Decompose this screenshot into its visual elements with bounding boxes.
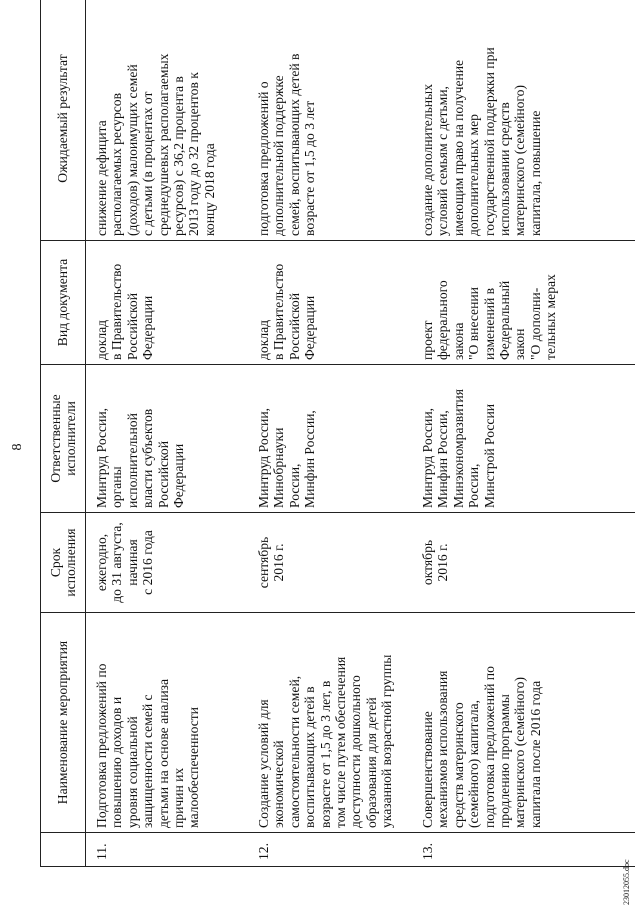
measure-deadline: сентябрь 2016 г. <box>252 513 416 613</box>
measure-result: создание дополнительных условий семьям с детьми, имеющим право на получение дополнительных мер государственной поддержки при использовании средств материнского (семейного) капитала, повышение <box>416 0 635 241</box>
measure-executors: Минтруд России, органы исполнительной власти субъектов Российской Федерации <box>86 365 253 513</box>
measure-executors: Минтруд России, Минфин России, Минэкономразвития России, Минстрой России <box>416 365 635 513</box>
file-code: 23012055.doc <box>622 859 631 905</box>
measure-name: Создание условий для экономической самостоятельности семей, воспитывающих детей в возрасте от 1,5 до 3 лет, в том числе путем обеспечения доступности дошкольного образования для детей указанной возрастной группы <box>252 613 416 833</box>
header-name: Наименование мероприятия <box>41 613 86 833</box>
header-doc-type: Вид документа <box>41 241 86 365</box>
measure-deadline: ежегодно, до 31 августа, начиная с 2016 года <box>86 513 253 613</box>
header-executors: Ответственные исполнители <box>41 365 86 513</box>
row-number: 11. <box>86 833 253 867</box>
measures-table <box>40 0 635 867</box>
measure-deadline: октябрь 2016 г. <box>416 513 635 613</box>
measure-doc-type: доклад в Правительство Российской Федерации <box>252 241 416 365</box>
header-deadline: Срок исполнения <box>41 513 86 613</box>
measure-doc-type: доклад в Правительство Российской Федерации <box>86 241 253 365</box>
measure-result: снижение дефицита располагаемых ресурсов (доходов) малоимущих семей с детьми (в процентах от среднедушевых располагаемых ресурсов) с 36,2 процента в 2013 году до 32 процентов к концу 2018 года <box>86 0 253 241</box>
table-row <box>416 0 635 867</box>
page-number: 8 <box>10 443 25 451</box>
table-header-row <box>41 0 86 867</box>
row-number: 12. <box>252 833 416 867</box>
table-row <box>86 0 253 867</box>
measure-name: Совершенствование механизмов использования средств материнского (семейного) капитала, подготовка предложений по продлению программы материнского (семейного) капитала после 2016 года <box>416 613 635 833</box>
header-num <box>41 833 86 867</box>
measure-name: Подготовка предложений по повышению доходов и уровня социальной защищенности семей с детьми на основе анализа причин их малообеспеченности <box>86 613 253 833</box>
measure-doc-type: проект федерального закона "О внесении изменений в Федеральный закон "О дополни- тельных мерах <box>416 241 635 365</box>
measure-result: подготовка предложений о дополнительной поддержке семей, воспитывающих детей в возрасте от 1,5 до 3 лет <box>252 0 416 241</box>
header-result: Ожидаемый результат <box>41 0 86 241</box>
row-number: 13. <box>416 833 635 867</box>
table-row <box>252 0 416 867</box>
measure-executors: Минтруд России, Минобрнауки России, Минфин России, <box>252 365 416 513</box>
